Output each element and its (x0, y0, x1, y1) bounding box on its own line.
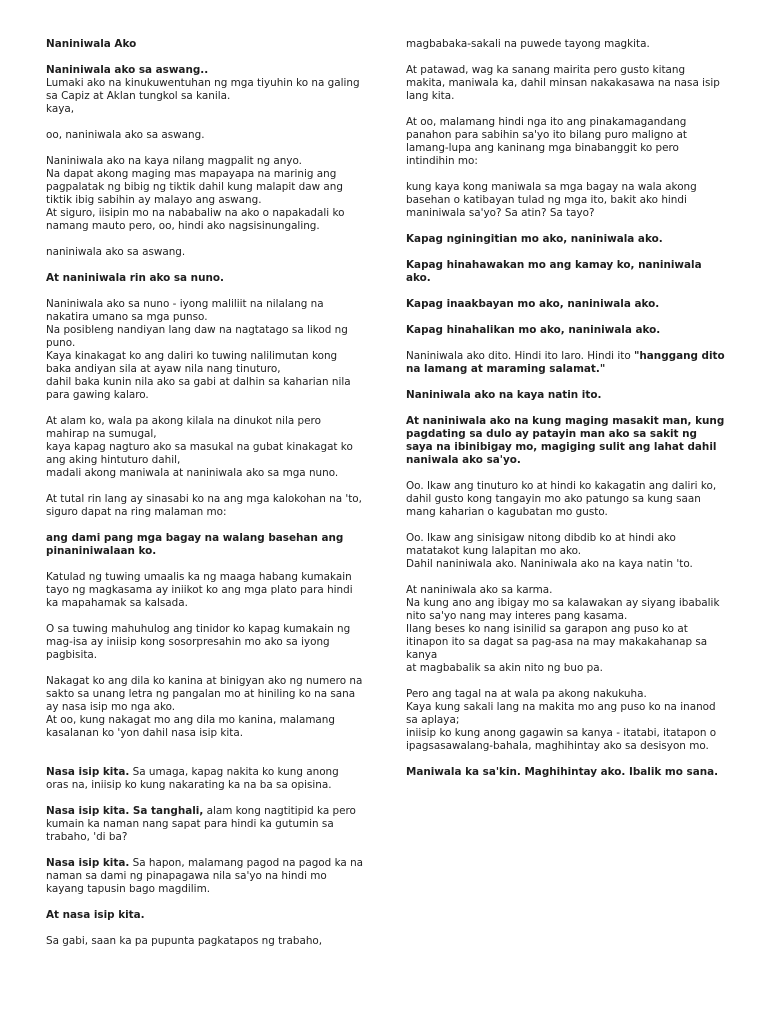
text-line (406, 584, 726, 597)
text-line (46, 805, 364, 844)
body-text: Katulad ng tuwing umaalis ka ng maaga habang kumakain tayo ng magkasama ay iniikot ko ang mga plato para hindi ka mapahamak sa kalsada. (46, 571, 353, 609)
body-text: At naniniwala ako sa karma. (406, 584, 553, 596)
paragraph (406, 480, 726, 519)
text-line (406, 415, 726, 467)
text-line (46, 350, 364, 376)
body-text: Lumaki ako na kinukuwentuhan ng mga tiyuhin ko na galing sa Capiz at Aklan tungkol sa kanila. (46, 77, 360, 102)
body-text: Naniniwala ako dito. Hindi ito laro. Hindi ito (406, 350, 634, 362)
text-line (46, 766, 364, 792)
text-line (46, 103, 364, 116)
text-line (46, 623, 364, 662)
paragraph (46, 532, 364, 558)
text-line (46, 129, 364, 142)
text-line (406, 181, 726, 220)
body-text: Naniniwala ako na kaya nilang magpalit ng anyo. (46, 155, 302, 167)
paragraph (46, 766, 364, 792)
bold-text: At naniniwala rin ako sa nuno. (46, 272, 224, 284)
body-text: Sa umaga, kapag nakita ko kung anong oras na, iniisip ko kung nakarating ka na ba sa opisina. (46, 766, 339, 791)
body-text: kaya, (46, 103, 75, 115)
text-line (46, 298, 364, 324)
paragraph (46, 909, 364, 922)
paragraph (46, 64, 364, 116)
paragraph (46, 675, 364, 740)
text-line (406, 480, 726, 519)
text-line (406, 298, 726, 311)
body-text: Sa gabi, saan ka pa pupunta pagkatapos ng trabaho, (46, 935, 323, 947)
body-text: Pero ang tagal na at wala pa akong nakukuha. (406, 688, 647, 700)
paragraph (46, 38, 364, 51)
paragraph (406, 766, 726, 779)
bold-text: Nasa isip kita. (46, 857, 130, 869)
body-text: At tutal rin lang ay sinasabi ko na ang mga kalokohan na 'to, siguro dapat na ring malaman mo: (46, 493, 362, 518)
paragraph (406, 350, 726, 376)
bold-text: ang dami pang mga bagay na walang basehan ang pinaniniwalaan ko. (46, 532, 344, 557)
text-line (406, 701, 726, 727)
text-line (46, 857, 364, 896)
text-line (406, 233, 726, 246)
body-text: Oo. Ikaw ang sinisigaw nitong dibdib ko at hindi ako matatakot kung lalapitan mo ako. (406, 532, 676, 557)
text-line (406, 623, 726, 662)
text-line (46, 467, 364, 480)
paragraph (46, 935, 364, 948)
body-text: Na dapat akong maging mas mapayapa na marinig ang pagpalatak ng bibig ng tiktik dahil kung malapit daw ang tiktik ibig sabihin ay malayo ang aswang. (46, 168, 343, 206)
paragraph (406, 532, 726, 571)
body-text: At alam ko, wala pa akong kilala na dinukot nila pero mahirap na sumugal, (46, 415, 321, 440)
text-line (46, 272, 364, 285)
paragraph (46, 805, 364, 844)
bold-text: Kapag nginingitian mo ako, naniniwala ako. (406, 233, 663, 245)
text-line (46, 64, 364, 77)
paragraph (46, 272, 364, 285)
paragraph (406, 688, 726, 753)
text-line (406, 64, 726, 103)
text-line (46, 493, 364, 519)
text-line (46, 415, 364, 441)
body-text: Na kung ano ang ibigay mo sa kalawakan ay siyang ibabalik nito sa'yo nang may interes pang kasama. (406, 597, 720, 622)
text-line (406, 389, 726, 402)
bold-text: Maniwala ka sa'kin. Maghihintay ako. Ibalik mo sana. (406, 766, 719, 778)
paragraph (406, 389, 726, 402)
bold-text: Kapag hinahawakan mo ang kamay ko, naniniwala ako. (406, 259, 702, 284)
text-line (46, 714, 364, 740)
bold-text: Kapag inaakbayan mo ako, naniniwala ako. (406, 298, 660, 310)
paragraph (406, 324, 726, 337)
text-line (406, 532, 726, 558)
left-column (46, 38, 364, 961)
bold-text: Kapag hinahalikan mo ako, naniniwala ako. (406, 324, 661, 336)
paragraph (46, 298, 364, 402)
body-text: Nakagat ko ang dila ko kanina at binigyan ako ng numero na sakto sa unang letra ng pangalan mo at hiniling ko na sana ay nasa isip mo nga ako. (46, 675, 363, 713)
body-text: naniniwala ako sa aswang. (46, 246, 186, 258)
body-text: oo, naniniwala ako sa aswang. (46, 129, 205, 141)
body-text: magbabaka-sakali na puwede tayong magkita. (406, 38, 650, 50)
paragraph (46, 571, 364, 610)
paragraph (46, 857, 364, 896)
bold-text: Nasa isip kita. Sa tanghali, (46, 805, 204, 817)
body-text: Naniniwala ako sa nuno - iyong maliliit na nilalang na nakatira umano sa mga punso. (46, 298, 324, 323)
text-line (406, 727, 726, 753)
right-column (406, 38, 726, 792)
body-text: At siguro, iisipin mo na nababaliw na ako o napakadali ko namang mauto pero, oo, hindi ako nagsisinungaling. (46, 207, 345, 232)
text-line (406, 597, 726, 623)
text-line (406, 324, 726, 337)
text-line (46, 77, 364, 103)
spacer (46, 753, 364, 766)
body-text: Ilang beses ko nang isinilid sa garapon ang puso ko at itinapon ito sa dagat sa pag-asa na may makakahanap sa kanya (406, 623, 708, 661)
paragraph (406, 584, 726, 675)
body-text: dahil baka kunin nila ako sa gabi at dalhin sa kaharian nila para gawing kalaro. (46, 376, 351, 401)
body-text: Na posibleng nandiyan lang daw na nagtatago sa likod ng puno. (46, 324, 348, 349)
body-text: kaya kapag nagturo ako sa masukal na gubat kinakagat ko ang aking hintuturo dahil, (46, 441, 353, 466)
body-text: O sa tuwing mahuhulog ang tinidor ko kapag kumakain ng mag-isa ay iniisip kong sosorpresahin mo ako sa iyong pagbisita. (46, 623, 351, 661)
text-line (46, 324, 364, 350)
text-line (46, 571, 364, 610)
paragraph (406, 116, 726, 168)
body-text: kung kaya kong maniwala sa mga bagay na wala akong basehan o katibayan tulad ng mga ito, bakit ako hindi maniniwala sa'yo? Sa atin? Sa tayo? (406, 181, 697, 219)
body-text: madali akong maniwala at naniniwala ako sa mga nuno. (46, 467, 339, 479)
text-line (406, 350, 726, 376)
text-line (406, 558, 726, 571)
body-text: iniisip ko kung anong gagawin sa kanya - itatabi, itatapon o ipagsasawalang-bahala, maghihintay ako sa desisyon mo. (406, 727, 717, 752)
body-text: Kaya kinakagat ko ang daliri ko tuwing nalilimutan kong baka andiyan sila at ayaw nila nang tinuturo, (46, 350, 338, 375)
body-text: Kaya kung sakali lang na makita mo ang puso ko na inanod sa aplaya; (406, 701, 716, 726)
text-line (406, 688, 726, 701)
text-line (406, 38, 726, 51)
paragraph (406, 181, 726, 220)
bold-text: Naniniwala ako na kaya natin ito. (406, 389, 602, 401)
body-text: Sa hapon, malamang pagod na pagod ka na naman sa dami ng pinapagawa nila sa'yo na hindi mo kayang tapusin bago magdilim. (46, 857, 364, 895)
text-line (46, 532, 364, 558)
text-line (46, 246, 364, 259)
paragraph (406, 415, 726, 467)
text-line (46, 38, 364, 51)
body-text: At oo, malamang hindi nga ito ang pinakamagandang panahon para sabihin sa'yo ito bilang puro maligno at lamang-lupa ang kaninang mga binabanggit ko pero intindihin mo: (406, 116, 687, 167)
paragraph (46, 493, 364, 519)
bold-text: Naniniwala Ako (46, 38, 137, 50)
paragraph (406, 259, 726, 285)
text-line (406, 766, 726, 779)
bold-text: Naniniwala ako sa aswang.. (46, 64, 209, 76)
bold-text: At nasa isip kita. (46, 909, 145, 921)
bold-text: At naniniwala ako na kung maging masakit man, kung pagdating sa dulo ay patayin man ako sa sakit ng saya na ibinibigay mo, magiging sulit ang lahat dahil naniwala ako sa'yo. (406, 415, 725, 466)
text-line (406, 259, 726, 285)
paragraph (46, 129, 364, 142)
text-line (46, 168, 364, 207)
text-line (46, 935, 364, 948)
text-line (46, 155, 364, 168)
text-line (46, 207, 364, 233)
body-text: At oo, kung nakagat mo ang dila mo kanina, malamang kasalanan ko 'yon dahil nasa isip kita. (46, 714, 335, 739)
paragraph (406, 38, 726, 51)
bold-text: Nasa isip kita. (46, 766, 130, 778)
body-text: at magbabalik sa akin nito ng buo pa. (406, 662, 603, 674)
body-text: alam kong nagtitipid ka pero kumain ka naman nang sapat para hindi ka gutumin sa trabaho, 'di ba? (46, 805, 356, 843)
paragraph (46, 623, 364, 662)
paragraph (46, 246, 364, 259)
body-text: Oo. Ikaw ang tinuturo ko at hindi ko kakagatin ang daliri ko, dahil gusto kong tangayin mo ako patungo sa kung saan mang kaharian o kagubatan mo gusto. (406, 480, 717, 518)
text-line (46, 675, 364, 714)
text-line (406, 662, 726, 675)
text-line (46, 441, 364, 467)
paragraph (406, 64, 726, 103)
bold-text: "hanggang dito na lamang at maraming salamat." (406, 350, 725, 375)
paragraph (46, 415, 364, 480)
text-line (46, 376, 364, 402)
paragraph (406, 233, 726, 246)
body-text: Dahil naniniwala ako. Naniniwala ako na kaya natin 'to. (406, 558, 693, 570)
text-line (406, 116, 726, 168)
body-text: At patawad, wag ka sanang mairita pero gusto kitang makita, maniwala ka, dahil minsan nakakasawa na nasa isip lang kita. (406, 64, 720, 102)
text-line (46, 909, 364, 922)
paragraph (406, 298, 726, 311)
paragraph (46, 155, 364, 233)
